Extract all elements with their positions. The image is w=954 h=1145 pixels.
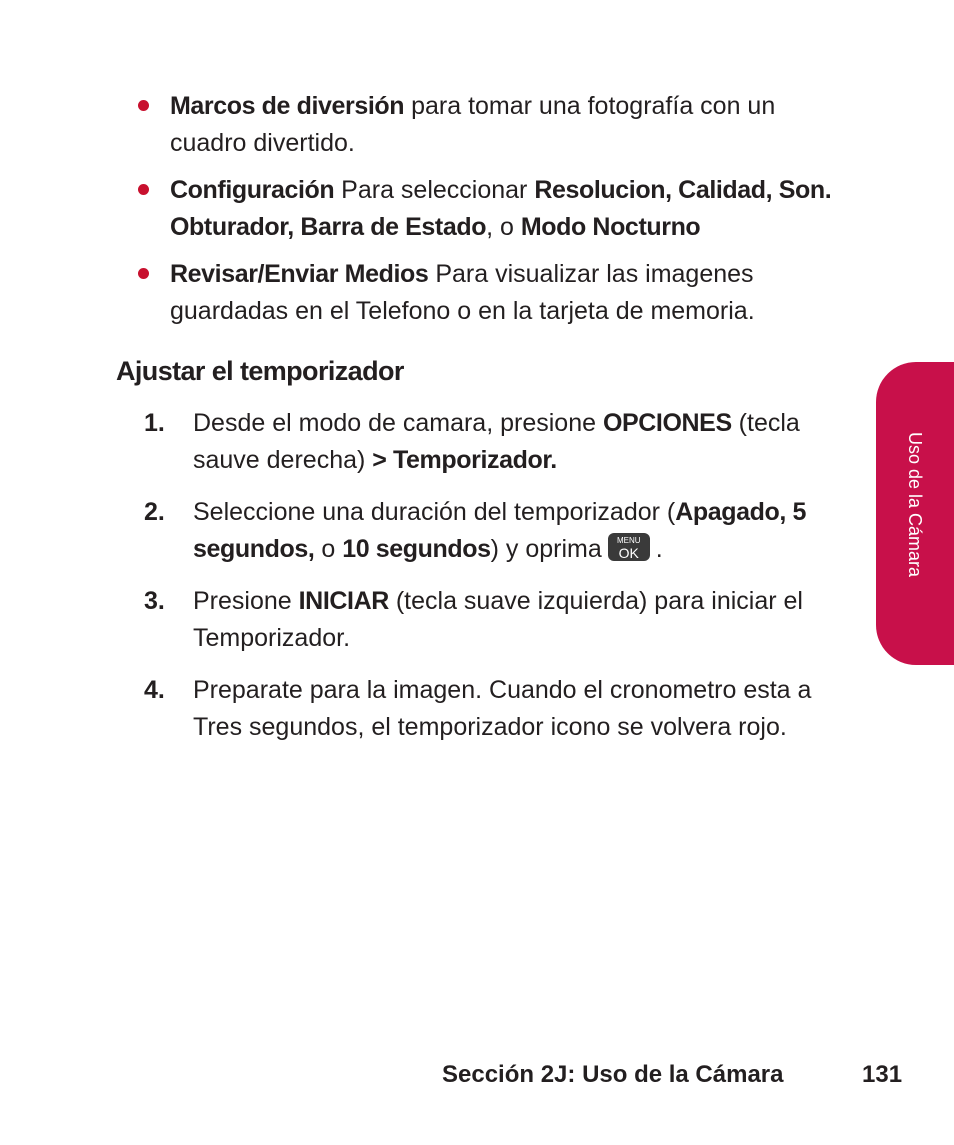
step-text: . <box>655 535 663 563</box>
step-text: (tecla suave izquierda) para iniciar el Temporizador. <box>193 587 803 652</box>
bullet-option: Modo Nocturno <box>520 213 701 241</box>
bullet-item <box>137 256 837 330</box>
step-number: 3. <box>144 587 165 615</box>
bullet-text: para tomar una fotografía con un cuadro divertido. <box>170 92 776 157</box>
step-option: 10 segundos <box>342 535 491 563</box>
step-menu-path: > Temporizador. <box>372 446 557 474</box>
bullet-dot-icon <box>138 268 149 279</box>
step-number: 1. <box>144 409 165 437</box>
page-number: 131 <box>862 1061 903 1088</box>
step-item <box>144 405 859 479</box>
section-tab-label: Uso de la Cámara <box>905 432 925 578</box>
step-number: 2. <box>144 498 165 526</box>
step-list <box>144 405 859 761</box>
ok-key-label: OK <box>618 545 639 562</box>
bullet-term: Configuración <box>170 176 335 204</box>
bullet-text: Para seleccionar <box>334 176 535 204</box>
menu-ok-key-icon <box>608 533 650 561</box>
step-text: Desde el modo de camara, presione <box>193 409 603 437</box>
bullet-dot-icon <box>138 184 149 195</box>
bullet-item <box>137 172 837 246</box>
bullet-options: Resolucion, Calidad, Son. Obturador, Barra de Estado <box>170 176 832 241</box>
menu-key-label: MENU <box>617 536 641 546</box>
bullet-item <box>137 88 837 162</box>
step-text: ) y oprima <box>490 535 602 563</box>
step-number: 4. <box>144 676 165 704</box>
section-heading: Ajustar el temporizador <box>116 356 404 386</box>
step-key: INICIAR <box>298 587 389 615</box>
step-item <box>144 494 859 568</box>
step-text: Seleccione una duración del temporizador ( <box>193 498 676 526</box>
step-option: Apagado, 5 segundos, <box>193 498 806 563</box>
step-text: Preparate para la imagen. Cuando el cronometro esta a Tres segundos, el temporizador icono se volvera rojo. <box>193 676 812 741</box>
footer-section-title: Sección 2J: Uso de la Cámara <box>442 1061 784 1088</box>
step-item <box>144 672 859 746</box>
bullet-text: Para visualizar las imagenes guardadas en el Telefono o en la tarjeta de memoria. <box>170 260 755 325</box>
bullet-text: , o <box>486 213 521 241</box>
step-text: (tecla sauve derecha) <box>193 409 800 474</box>
bullet-term: Marcos de diversión <box>170 92 405 120</box>
step-item <box>144 583 859 657</box>
step-text: o <box>314 535 343 563</box>
step-text: Presione <box>193 587 299 615</box>
bullet-dot-icon <box>138 100 149 111</box>
bullet-list <box>137 88 837 340</box>
step-key: OPCIONES <box>602 409 732 437</box>
bullet-term: Revisar/Enviar Medios <box>170 260 429 288</box>
